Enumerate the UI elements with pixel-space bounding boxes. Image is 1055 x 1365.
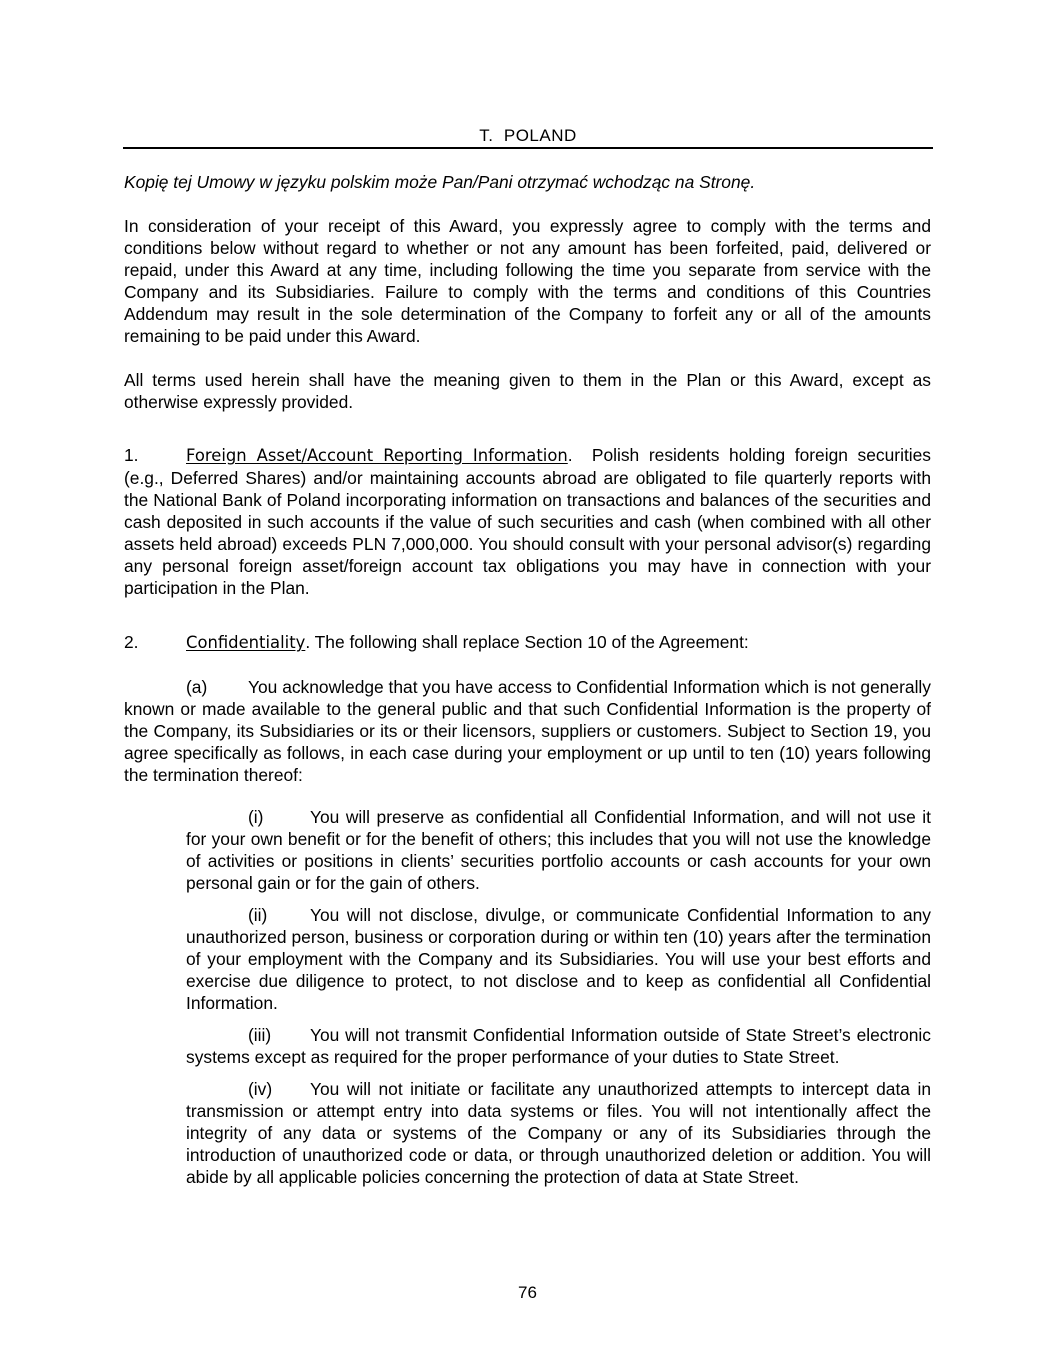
consideration-paragraph: In consideration of your receipt of this Award, you expressly agree to comply with the terms and conditions below without regard to whether or not any amount has been forfeited, paid, delivered or repaid, under this Award at any time, including following the time you separate from service with the Company and its Subsidiaries. Failure to comply with the terms and conditions of this Countries Addendum may result in the sole determination of the Company to forfeit any or all of the amounts remaining to be paid under this Award.	[124, 216, 931, 346]
section-2a-label: (a)	[186, 677, 208, 697]
clause-iv-text: You will not initiate or facilitate any unauthorized attempts to intercept data in transmission or attempt entry into data systems or files. You will not intentionally affect the integrity of any data or systems of the Company or any of its Subsidiaries through the introduction of unauthorized code or data, or through unauthorized deletion or addition. You will abide by all applicable policies concerning the protection of data at State Street.	[186, 1079, 931, 1187]
polish-intro-line: Kopię tej Umowy w języku polskim może Pan/Pani otrzymać wchodząc na Stronę.	[124, 172, 756, 192]
clause-i-label: (i)	[248, 807, 264, 827]
section-2-paragraph	[124, 631, 931, 654]
clause-iii-label: (iii)	[248, 1025, 272, 1045]
section-2-number: 2.	[124, 632, 139, 652]
clause-iii	[186, 1024, 931, 1068]
section-1-body: Polish residents holding foreign securities (e.g., Deferred Shares) and/or maintaining accounts abroad are obligated to file quarterly reports with the National Bank of Poland incorporating information on transactions and balances of the securities and cash deposited in such accounts if the value of such securities and cash (when combined with all other assets held abroad) exceeds PLN 7,000,000. You should consult with your personal advisor(s) regarding any personal foreign asset/foreign account tax obligations you may have in connection with your participation in the Plan.	[124, 445, 932, 598]
section-2-heading: Confidentiality	[186, 633, 306, 652]
title-rule	[123, 147, 933, 149]
clause-ii-label: (ii)	[248, 905, 268, 925]
clause-ii-text: You will not disclose, divulge, or communicate Confidential Information to any unauthorized person, business or corporation during or within ten (10) years after the termination of your employment with the Company and its Subsidiaries. You will use your best efforts and exercise due diligence to protect, to not disclose and to keep as confidential all Confidential Information.	[186, 905, 931, 1013]
section-2a-paragraph	[124, 676, 931, 786]
clause-iii-text: You will not transmit Confidential Information outside of State Street’s electronic systems except as required for the proper performance of your duties to State Street.	[186, 1025, 931, 1067]
document-body	[124, 171, 931, 1188]
terms-paragraph: All terms used herein shall have the meaning given to them in the Plan or this Award, except as otherwise expressly provided.	[124, 370, 931, 412]
section-2-body: . The following shall replace Section 10 of the Agreement:	[305, 632, 749, 652]
clause-iv	[186, 1078, 931, 1188]
page-number: 76	[518, 1283, 537, 1302]
section-1-number: 1.	[124, 445, 139, 465]
clause-i	[186, 806, 931, 894]
section-title: T. POLAND	[479, 126, 577, 145]
section-1-paragraph	[124, 444, 931, 599]
section-2a-text: You acknowledge that you have access to Confidential Information which is not generally known or made available to the general public and that such Confidential Information is the property of the Company, its Subsidiaries or its or their licensors, suppliers or customers. Subject to Section 19, you agree specifically as follows, in each case during your employment or up until to ten (10) years following the termination thereof:	[124, 677, 931, 785]
section-1-heading: Foreign Asset/Account Reporting Information	[186, 446, 568, 465]
clause-ii	[186, 904, 931, 1014]
clause-i-text: You will preserve as confidential all Confidential Information, and will not use it for your own benefit or for the benefit of others; this includes that you will not use the knowledge of activities or positions in clients’ securities portfolio accounts or cash accounts for your own personal gain or for the gain of others.	[186, 807, 931, 893]
clause-iv-label: (iv)	[248, 1079, 273, 1099]
section-1-heading-period: .	[567, 445, 573, 465]
